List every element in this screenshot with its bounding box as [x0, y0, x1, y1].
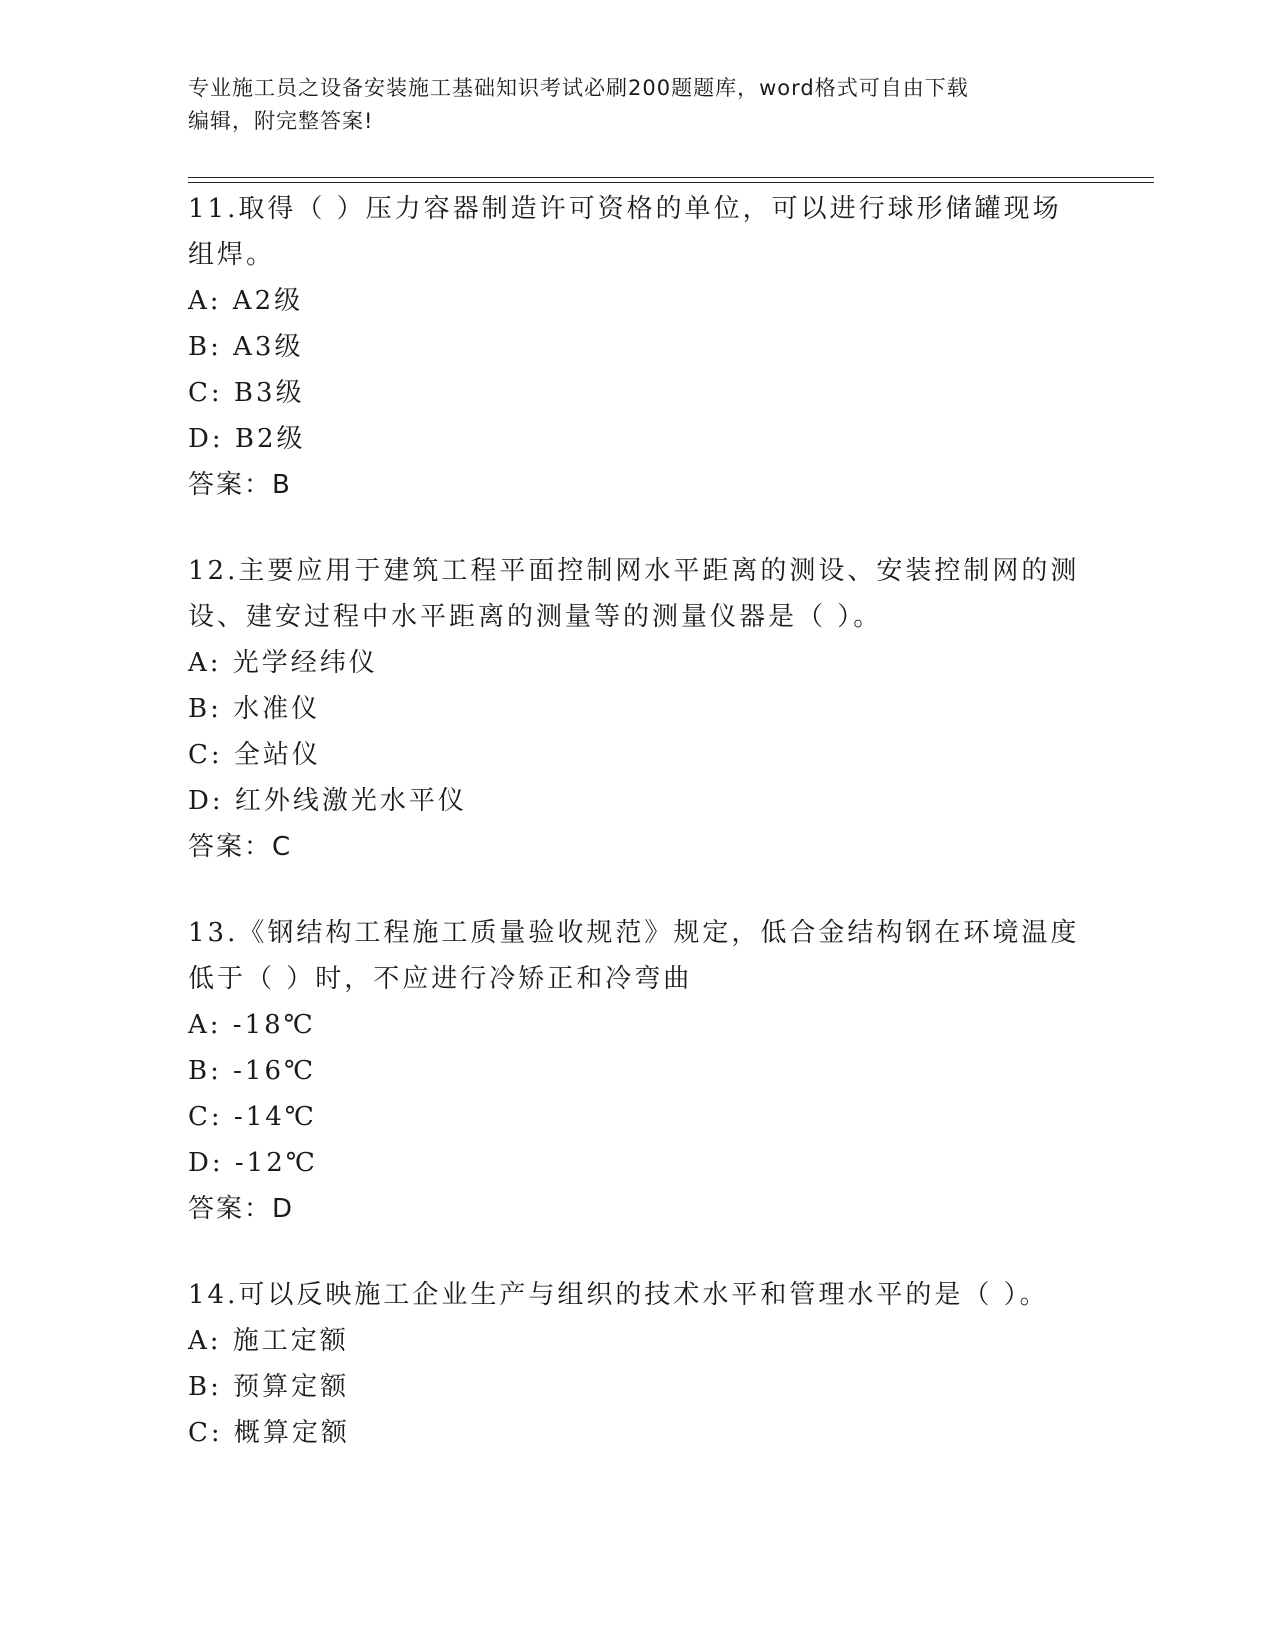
option-b: B: 水准仪	[188, 694, 321, 724]
question-text-line-1: 12.主要应用于建筑工程平面控制网水平距离的测设、安装控制网的测	[188, 556, 1080, 586]
option-d: D: 红外线激光水平仪	[188, 786, 467, 816]
option-a: A: -18℃	[188, 1010, 316, 1040]
option-d: D: B2级	[188, 424, 306, 454]
option-c: C: B3级	[188, 378, 305, 408]
question-text-line-1: 11.取得（ ）压力容器制造许可资格的单位，可以进行球形储罐现场	[188, 194, 1062, 224]
answer-line: 答案：D	[188, 1194, 295, 1224]
document-header	[188, 72, 1068, 138]
question-list	[188, 186, 1088, 1496]
option-c: C: 全站仪	[188, 740, 321, 770]
option-b: B: 预算定额	[188, 1372, 350, 1402]
question-14	[188, 1272, 1088, 1456]
option-a: A: 光学经纬仪	[188, 648, 378, 678]
header-rule-bottom	[188, 182, 1154, 183]
question-12	[188, 548, 1088, 870]
question-11	[188, 186, 1088, 508]
option-a: A: 施工定额	[188, 1326, 349, 1356]
option-b: B: A3级	[188, 332, 304, 362]
header-rule-top	[188, 177, 1154, 178]
question-text-line-2: 低于（ ）时，不应进行冷矫正和冷弯曲	[188, 964, 693, 994]
answer-line: 答案：C	[188, 832, 293, 862]
question-text-line-2: 设、建安过程中水平距离的测量等的测量仪器是（ ）。	[188, 602, 883, 632]
option-a: A: A2级	[188, 286, 304, 316]
question-text-line-1: 14.可以反映施工企业生产与组织的技术水平和管理水平的是（ ）。	[188, 1280, 1049, 1310]
option-b: B: -16℃	[188, 1056, 317, 1086]
question-13	[188, 910, 1088, 1232]
option-d: D: -12℃	[188, 1148, 318, 1178]
header-line-1: 专业施工员之设备安装施工基础知识考试必刷200题题库，word格式可自由下载	[188, 76, 969, 100]
option-c: C: 概算定额	[188, 1418, 350, 1448]
question-text-line-1: 13.《钢结构工程施工质量验收规范》规定，低合金结构钢在环境温度	[188, 918, 1080, 948]
option-c: C: -14℃	[188, 1102, 317, 1132]
answer-line: 答案：B	[188, 470, 292, 500]
question-text-line-2: 组焊。	[188, 240, 276, 270]
header-line-2: 编辑，附完整答案!	[188, 109, 374, 133]
